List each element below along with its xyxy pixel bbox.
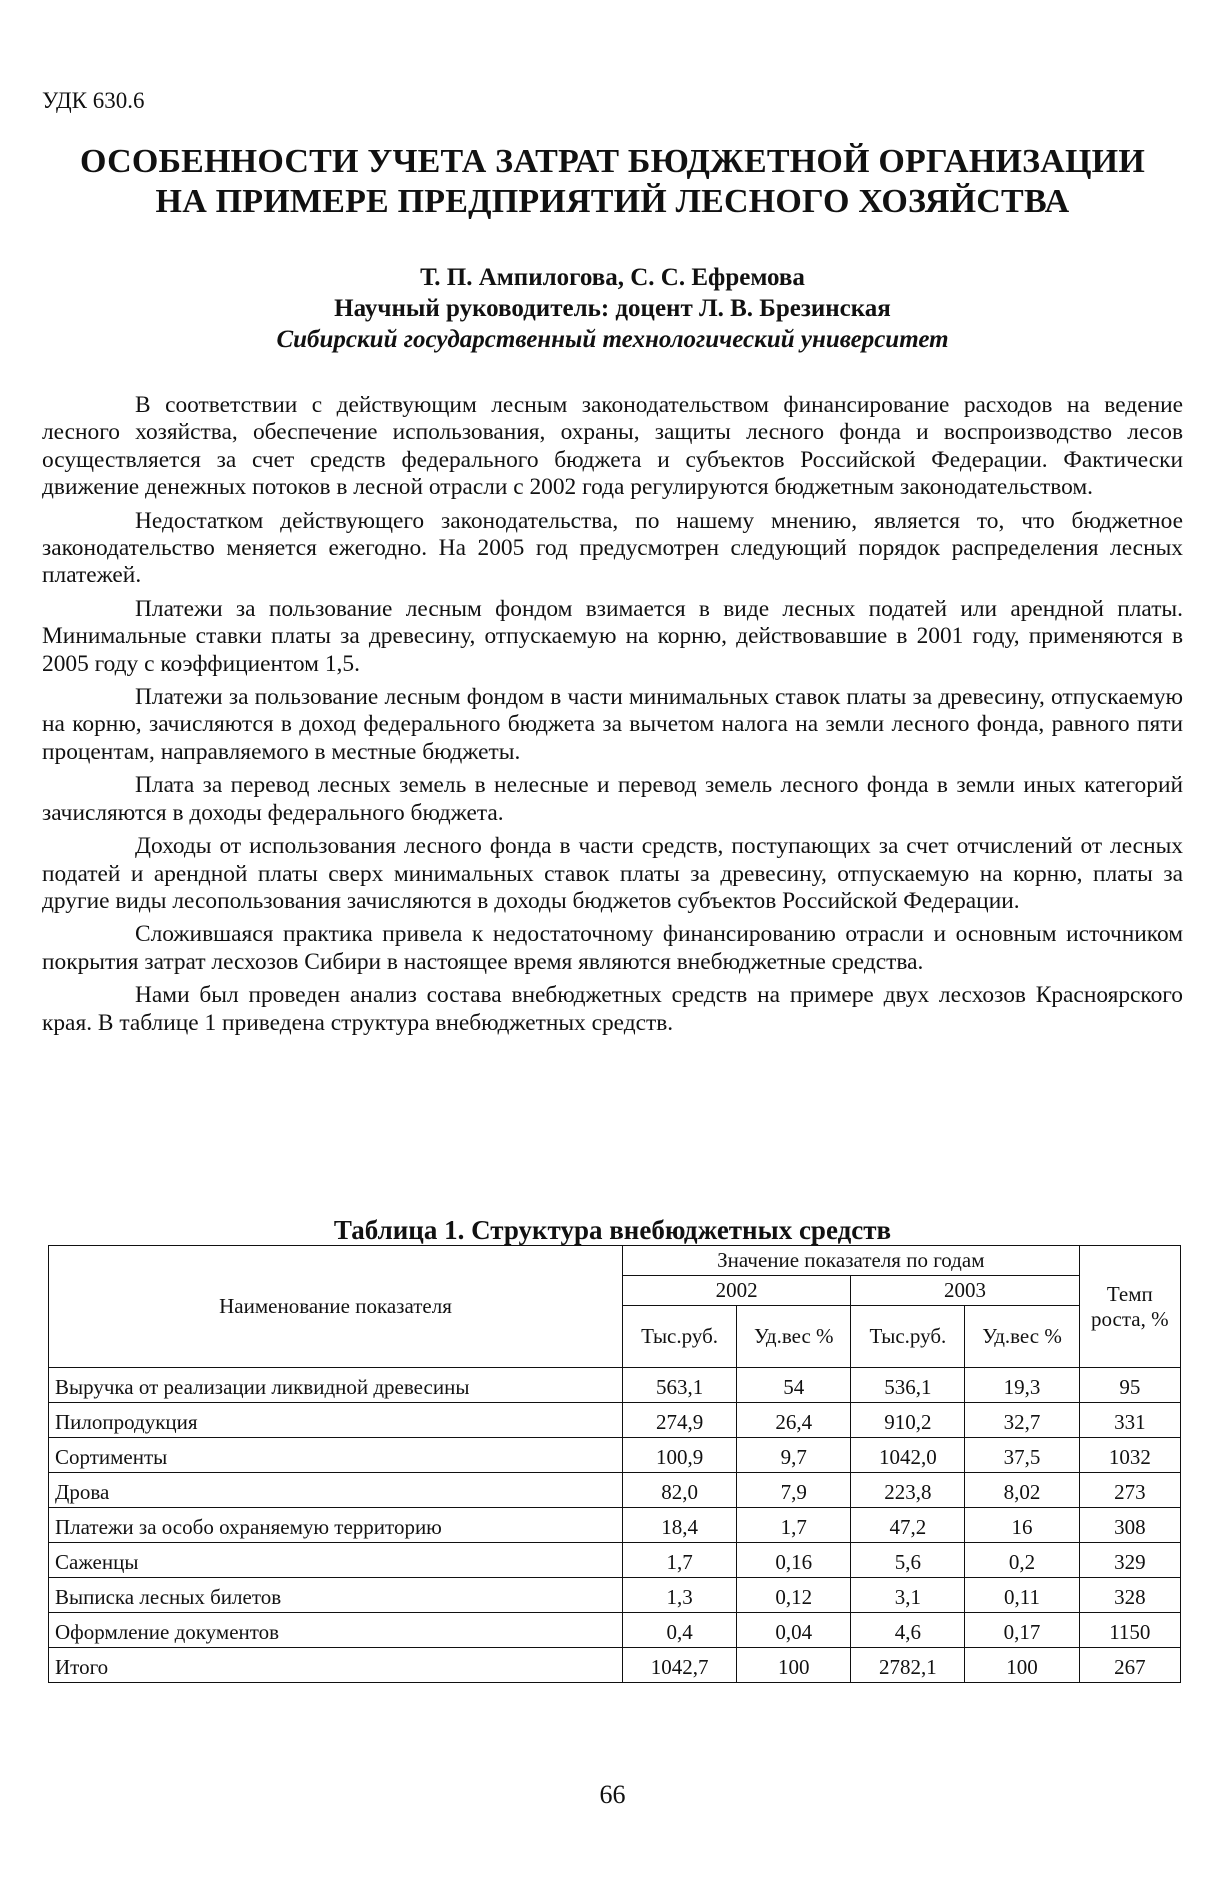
supervisor: Научный руководитель: доцент Л. В. Брезинская (334, 295, 891, 322)
cell: 536,1 (851, 1368, 965, 1403)
row-name: Оформление документов (49, 1613, 623, 1648)
cell: 54 (737, 1368, 851, 1403)
cell: 82,0 (623, 1473, 737, 1508)
row-name: Саженцы (49, 1543, 623, 1578)
cell: 910,2 (851, 1403, 965, 1438)
cell: 100 (737, 1648, 851, 1683)
paragraph: Нами был проведен анализ состава внебюджетных средств на примере двух лесхозов Красноярского края. В таблице 1 приведена структура внебюджетных средств. (42, 982, 1183, 1036)
cell: 328 (1079, 1578, 1180, 1613)
row-name: Дрова (49, 1473, 623, 1508)
cell: 0,2 (965, 1543, 1079, 1578)
cell: 100,9 (623, 1438, 737, 1473)
cell: 100 (965, 1648, 1079, 1683)
table-row (49, 1578, 1181, 1613)
cell: 19,3 (965, 1368, 1079, 1403)
table-row (49, 1543, 1181, 1578)
cell: 7,9 (737, 1473, 851, 1508)
header-growth-rate: Темп роста, % (1079, 1246, 1180, 1368)
cell: 1,3 (623, 1578, 737, 1613)
header-values-by-year: Значение показателя по годам (623, 1246, 1080, 1276)
cell: 329 (1079, 1543, 1180, 1578)
paper-title (40, 142, 1185, 222)
cell: 26,4 (737, 1403, 851, 1438)
cell: 267 (1079, 1648, 1180, 1683)
cell: 563,1 (623, 1368, 737, 1403)
authors: Т. П. Ампилогова, С. С. Ефремова (420, 264, 805, 291)
header-year: 2002 (623, 1276, 851, 1306)
subheader-cell: Уд.вес % (737, 1306, 851, 1368)
cell: 0,11 (965, 1578, 1079, 1613)
author-block (40, 262, 1185, 355)
page-number: 66 (599, 1780, 626, 1809)
subheader-cell: Тыс.руб. (623, 1306, 737, 1368)
body-text (42, 392, 1183, 1043)
cell: 8,02 (965, 1473, 1079, 1508)
cell: 1,7 (623, 1543, 737, 1578)
header-year: 2003 (851, 1276, 1079, 1306)
row-name: Итого (49, 1648, 623, 1683)
table-row (49, 1368, 1181, 1403)
cell: 18,4 (623, 1508, 737, 1543)
affiliation: Сибирский государственный технологический университет (276, 326, 949, 353)
row-name: Выручка от реализации ликвидной древесины (49, 1368, 623, 1403)
paragraph: Платежи за пользование лесным фондом в части минимальных ставок платы за древесину, отпускаемую на корню, зачисляются в доход федерального бюджета за вычетом налога на земли лесного фонда, равного пяти процентам, направляемого в местные бюджеты. (42, 684, 1183, 765)
cell: 308 (1079, 1508, 1180, 1543)
row-name: Выписка лесных билетов (49, 1578, 623, 1613)
cell: 5,6 (851, 1543, 965, 1578)
cell: 0,16 (737, 1543, 851, 1578)
cell: 1032 (1079, 1438, 1180, 1473)
row-name: Пилопродукция (49, 1403, 623, 1438)
paragraph: Недостатком действующего законодательства, по нашему мнению, является то, что бюджетное законодательство меняется ежегодно. На 2005 год предусмотрен следующий порядок распределения лесных платежей. (42, 507, 1183, 589)
cell: 1,7 (737, 1508, 851, 1543)
table-row (49, 1438, 1181, 1473)
subheader-cell: Тыс.руб. (851, 1306, 965, 1368)
table-row (49, 1508, 1181, 1543)
cell: 1150 (1079, 1613, 1180, 1648)
cell: 1042,7 (623, 1648, 737, 1683)
paragraph: Доходы от использования лесного фонда в части средств, поступающих за счет отчислений от лесных податей и арендной платы сверх минимальных ставок платы за древесину, отпускаемую на корню, платы за другие виды лесопользования зачисляются в доходы бюджетов субъектов Российской Федерации. (42, 833, 1183, 914)
title-line-2: НА ПРИМЕРЕ ПРЕДПРИЯТИЙ ЛЕСНОГО ХОЗЯЙСТВА (155, 183, 1070, 220)
cell: 0,12 (737, 1578, 851, 1613)
table-caption: Таблица 1. Структура внебюджетных средств (333, 1215, 892, 1245)
data-table (48, 1245, 1181, 1683)
paragraph: Плата за перевод лесных земель в нелесные и перевод земель лесного фонда в земли иных категорий зачисляются в доходы федерального бюджета. (42, 772, 1183, 826)
cell: 0,04 (737, 1613, 851, 1648)
paragraph: В соответствии с действующим лесным законодательством финансирование расходов на ведение лесного хозяйства, обеспечение использования, охраны, защиты лесного фонда и воспроизводство лесов осуществляется за счет средств федерального бюджета и субъектов Российской Федерации. Фактически движение денежных потоков в лесной отрасли с 2002 года регулируются бюджетным законодательством. (42, 392, 1183, 501)
row-name: Сортименты (49, 1438, 623, 1473)
cell: 16 (965, 1508, 1079, 1543)
cell: 9,7 (737, 1438, 851, 1473)
title-line-1: ОСОБЕННОСТИ УЧЕТА ЗАТРАТ БЮДЖЕТНОЙ ОРГАНИЗАЦИИ (80, 143, 1145, 180)
cell: 3,1 (851, 1578, 965, 1613)
paragraph: Платежи за пользование лесным фондом взимается в виде лесных податей или арендной платы. Минимальные ставки платы за древесину, отпускаемую на корню, действовавшие в 2001 году, применяются в 2005 году с коэффициентом 1,5. (42, 595, 1183, 677)
cell: 37,5 (965, 1438, 1079, 1473)
cell: 47,2 (851, 1508, 965, 1543)
cell: 0,4 (623, 1613, 737, 1648)
cell: 32,7 (965, 1403, 1079, 1438)
cell: 4,6 (851, 1613, 965, 1648)
paragraph: Сложившаяся практика привела к недостаточному финансированию отрасли и основным источником покрытия затрат лесхозов Сибири в настоящее время являются внебюджетные средства. (42, 921, 1183, 975)
table-row (49, 1473, 1181, 1508)
cell: 2782,1 (851, 1648, 965, 1683)
cell: 0,17 (965, 1613, 1079, 1648)
table-row (49, 1403, 1181, 1438)
udk-code: УДК 630.6 (42, 88, 145, 113)
cell: 223,8 (851, 1473, 965, 1508)
subheader-cell: Уд.вес % (965, 1306, 1079, 1368)
table-row (49, 1613, 1181, 1648)
cell: 274,9 (623, 1403, 737, 1438)
cell: 1042,0 (851, 1438, 965, 1473)
cell: 95 (1079, 1368, 1180, 1403)
header-indicator-name: Наименование показателя (49, 1246, 623, 1368)
cell: 331 (1079, 1403, 1180, 1438)
cell: 273 (1079, 1473, 1180, 1508)
table-row-total (49, 1648, 1181, 1683)
row-name: Платежи за особо охраняемую территорию (49, 1508, 623, 1543)
